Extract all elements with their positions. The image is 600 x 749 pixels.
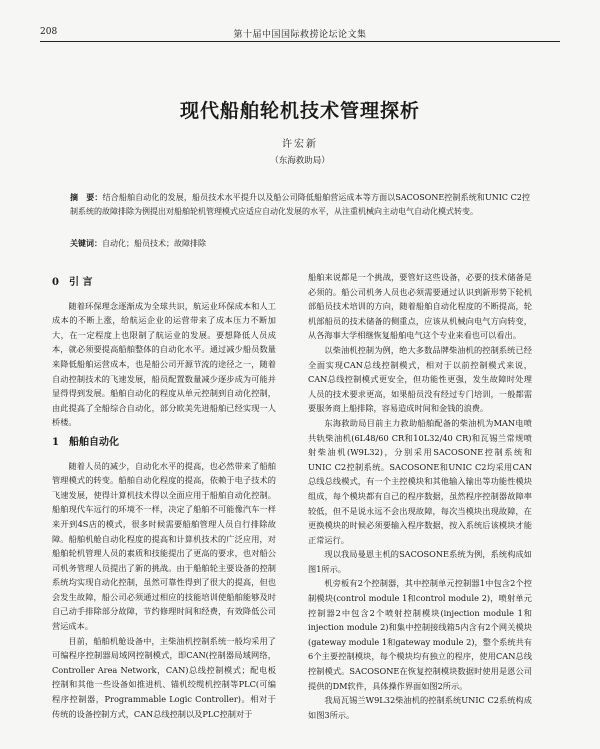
body-paragraph: 目前，船舶机舱设备中，主柴油机控制系统一般均采用了可编程序控制器局域网控制模式，即CAN(控制器局域网络，Controller Area Network，CAN)总线控制模式；配电板控制和其他一些设备如推进机、锚机绞缆机控制等PLC(可编程序控制器，Programmable Logic Controller)。相对于传统的设备控制方式，CAN总线控制以及PLC控制对于: [52, 635, 276, 719]
journal-name: 第十届中国国际救捞论坛论文集: [233, 30, 367, 40]
body-paragraph: 机旁板有2个控制器，其中控制单元控制器1中包含2个控制模块(control module 1和control module 2)，喷射单元控制器2中包含2个喷射控制模块(injection module 1和injection module 2)和集中控制接线箱5内含有2个网关模块(gateway module 1和gateway module 2)，整个系统共有6个主要控制模块，每个模块均有独立的程序，使用CAN总线控制模式。SACOSONE在恢复控制模块数据时使用是恩公司提供的DM软件，具体操作界面如图2所示。: [308, 578, 532, 691]
author-affiliation: （东海救助局）: [270, 156, 330, 166]
keywords: [70, 236, 530, 251]
body-paragraph: 我局瓦锡兰W9L32柴油机的控制系统UNIC C2系统构成如图3所示。: [308, 695, 532, 720]
paper-title: 现代船舶轮机技术管理探析: [179, 100, 420, 122]
left-column: [52, 270, 276, 721]
running-header: [40, 27, 560, 42]
body-paragraph: 随着人员的减少，自动化水平的提高，也必然带来了船舶管理模式的转变。船舶自动化程度的提高，依赖于电子技术的飞速发展，使得计算机技术得以全面应用于船舶自动化控制。船舶现代车远行的环境不一样，决定了船舶不可能像汽车一样来开到4S店的模式，很多时候需要船舶管理人员自行排除故障。船舶机舱自动化程度的提高和计算机技术的广泛应用，对船舶轮机管理人员的素质和技能提出了更高的要求，也对船公司机务管理人员提出了新的挑战。由于船舶轮主要设备的控制系统均实现自动化控制，虽然可靠性得到了很大的提高，但也会发生故障，船公司必须通过相应的技能培训使船舶能够及时自己动手排除部分故障，节约修理时间和经费，有效降低公司营运成本。: [52, 460, 276, 632]
keywords-text: 自动化；船员技术；故障排除: [102, 239, 206, 248]
section-heading-automation: 1 船舶自动化: [52, 436, 119, 448]
page-number: 208: [40, 27, 58, 37]
author-name: 许宏新: [282, 139, 318, 150]
body-paragraph: 东海救助局目前主力救助船舶配备的柴油机为MAN电喷共轨柴油机(6L48/60 CR和10L32/40 CR)和瓦锡兰常规喷射柴油机(W9L32)，分别采用SACOSONE控制系统和UNIC C2控制系统。SACOSONE和UNIC C2均采用CAN总线总线模式，有一个主控模块和其他输入输出等功能性模块组成，每个模块都有自己的程序数据，虽然程序控制器故障率较低，但不是说永远不会出现故障，每次当模块出现故障，在更换模块的时候必须要输入程序数据，按入系统后该模块才能正常运行。: [308, 417, 532, 545]
keywords-label: 关键词：: [70, 238, 102, 248]
body-paragraph: 以柴油机控制为例，绝大多数品牌柴油机的控制系统已经全面实现CAN总线控制模式，相对于以前控制模式来说，CAN总线控制模式更安全，但功能性更强，发生故障时处理人员的技术要求更高，如果船员没有经过专门培训，一般都需要服务商上船排除，容易造成时间和金钱的浪费。: [308, 344, 532, 414]
body-paragraph: 随着环保理念逐渐成为全球共识，航运业环保成本和人工成本的不断上涨，给航运企业的运营带来了成本压力不断加大，在一定程度上也限制了航运业的发展。要想降低人员成本，就必须要提高船舶整体的自动化水平。通过减少船员数量来降低船舶运营成本，也是船公司开源节流的途径之一，随着自动控制技术的飞速发展，船员配置数量减少逐步成为可能并显得得到发展。船舶自动化的程度从单元控制到自动化控制，由此提高了全船综合自动化，部分欧美先进船舶已经实现一人桥楼。: [52, 300, 276, 428]
body-paragraph: 现以我局曼恩主机的SACOSONE系统为例，系统构成如图1所示。: [308, 549, 532, 574]
body-paragraph: 船舶来说都是一个挑战，要管好这些设备，必要的技术储备是必须的。船公司机务人员也必须需要通过认识到新形势下轮机部船员技术培训的方向，随着船舶自动化程度的不断提高，轮机部船员的技术储备的侧重点，应该从机械向电气方向转变，从各海事大学相继恢复船舶电气这个专业来看也可以看出。: [308, 272, 532, 341]
abstract: [70, 190, 530, 219]
abstract-text: 结合船舶自动化的发展，船员技术水平提升以及船公司降低船舶营运成本等方面以SACOSONE控制系统和UNIC C2控制系统的故障排除为例提出对船舶轮机管理模式应适应自动化发展的水平，从注重机械向主动电气自动化模式转变。: [70, 193, 531, 216]
section-heading-introduction: 0 引 言: [52, 277, 93, 288]
right-column: [308, 270, 532, 722]
abstract-label: 摘 要：: [70, 192, 103, 202]
